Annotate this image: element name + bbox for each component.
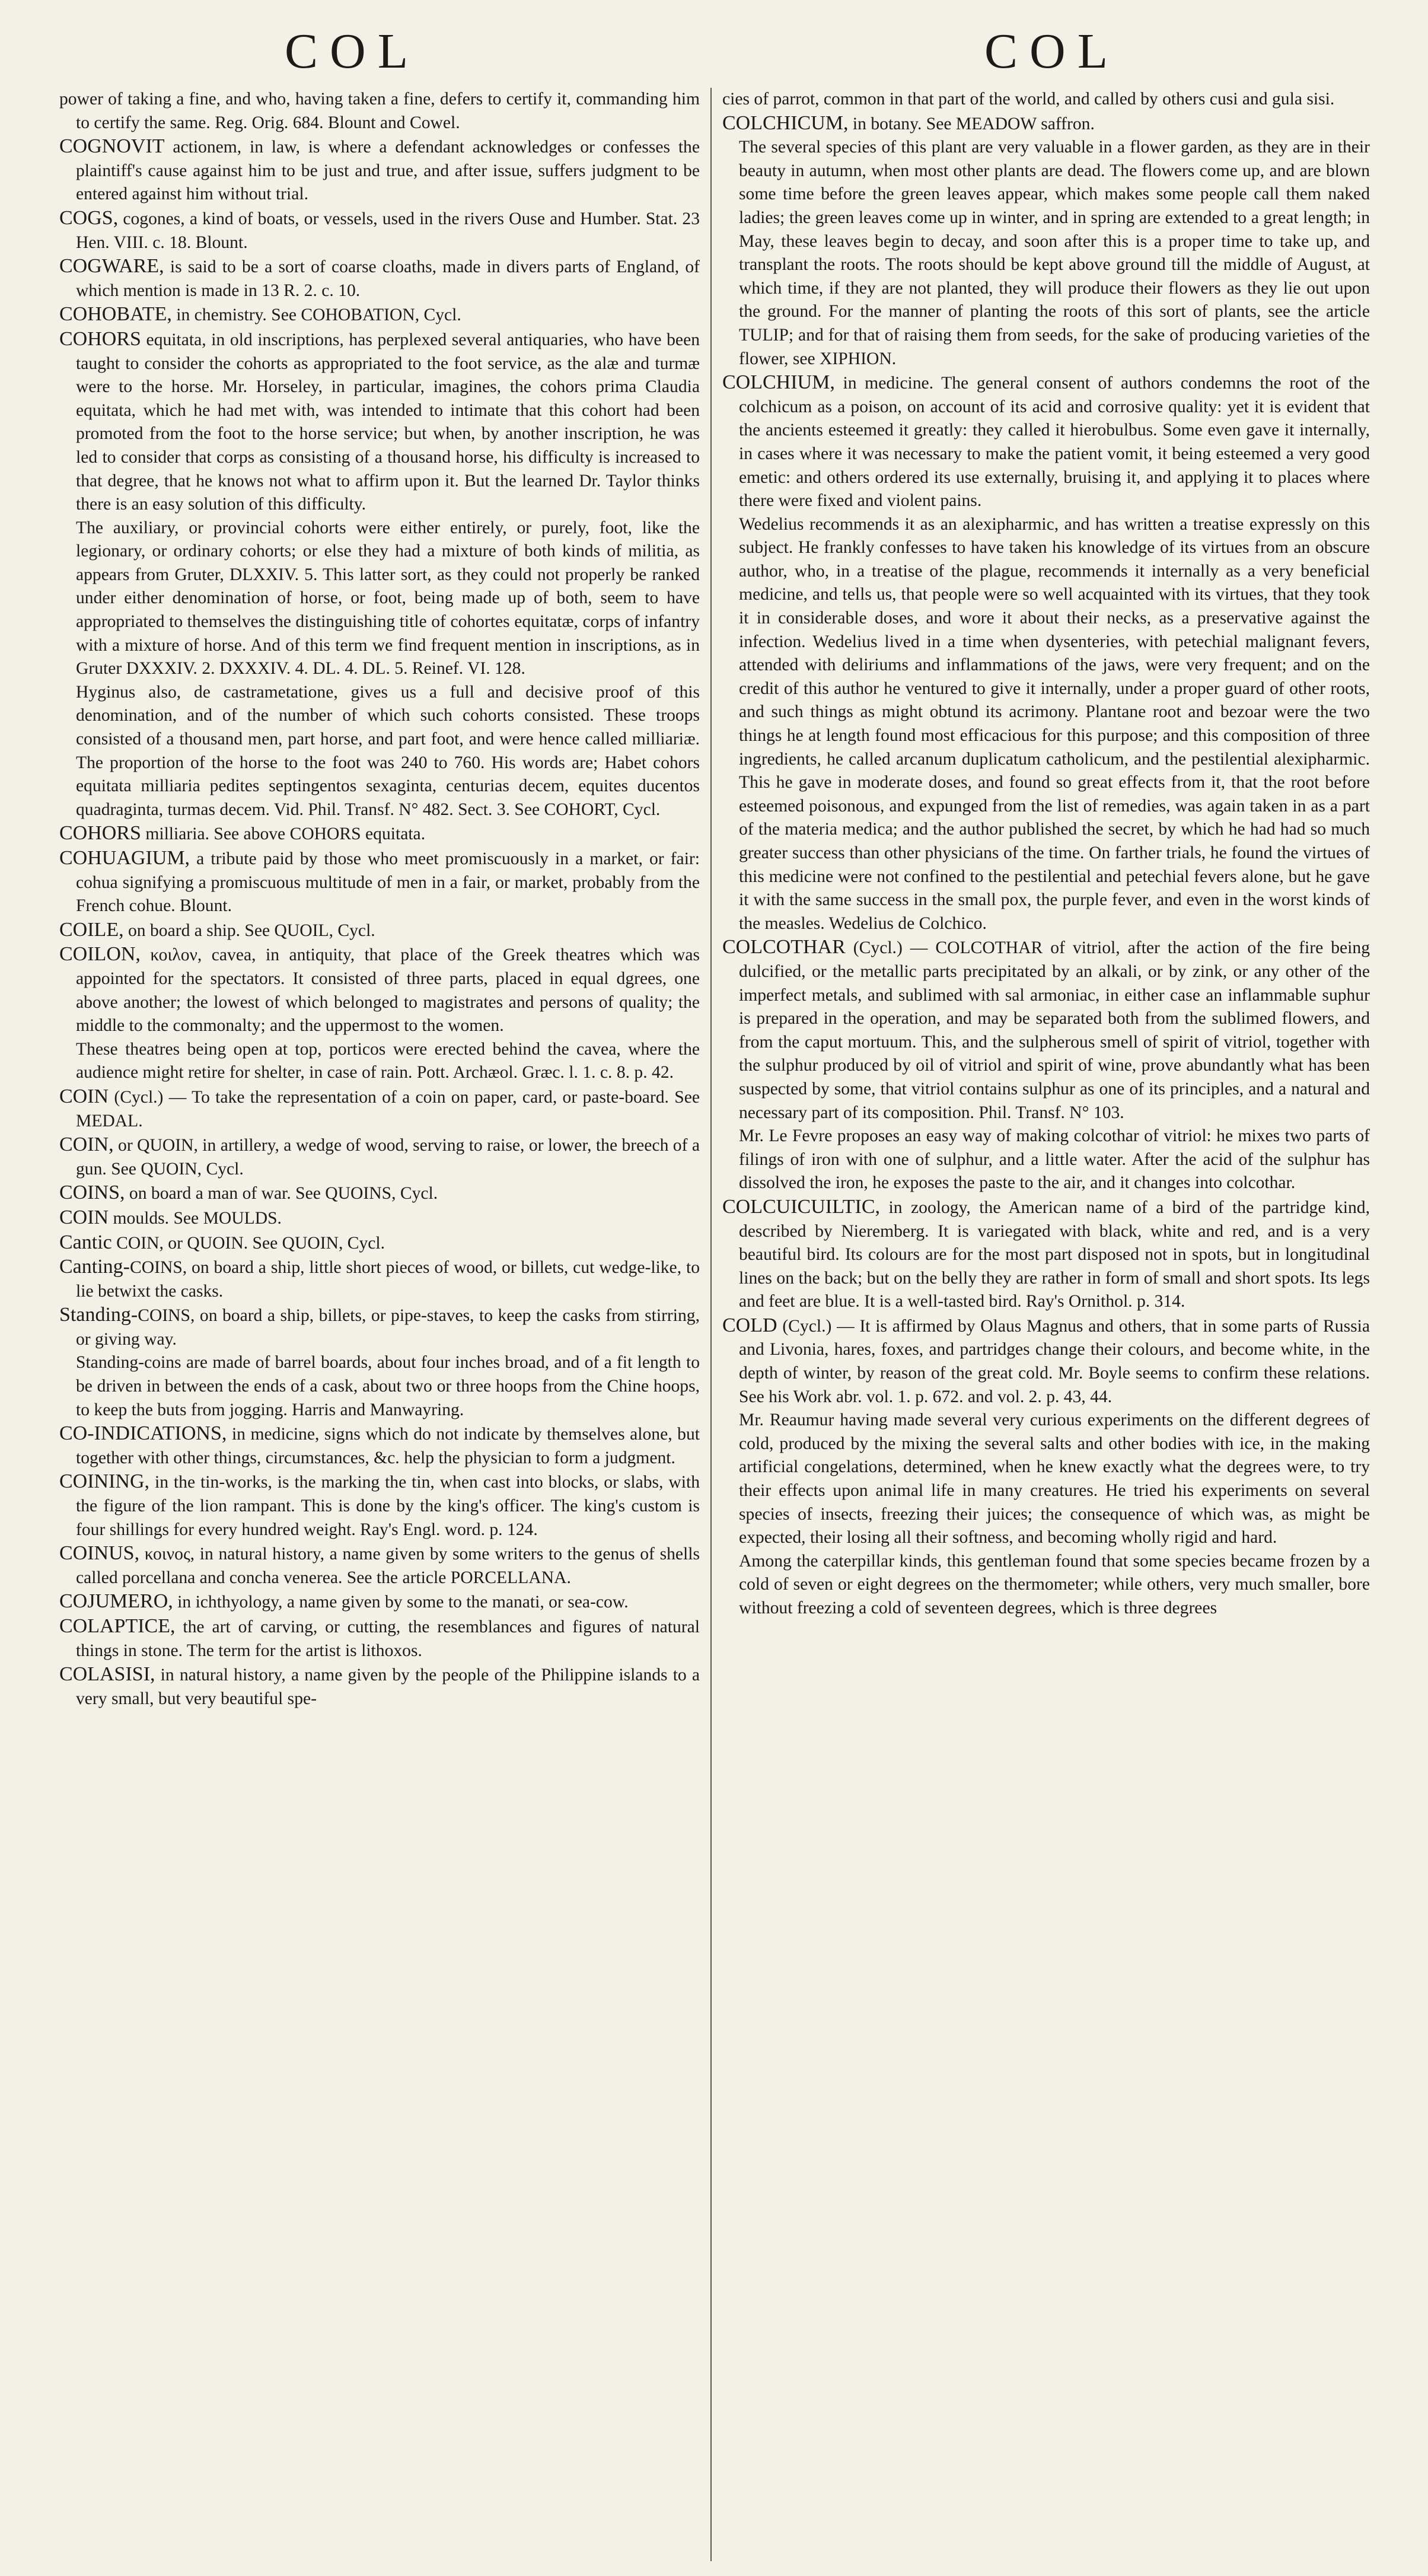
dictionary-entry <box>59 1422 700 1470</box>
dictionary-entry <box>59 1663 700 1711</box>
entry-text: moulds. See MOULDS. <box>109 1208 282 1228</box>
entry-headword: Canting- <box>59 1256 130 1278</box>
dictionary-entry <box>59 1206 700 1231</box>
dictionary-entry <box>59 254 700 303</box>
entry-paragraph <box>59 517 700 681</box>
dictionary-entry <box>722 371 1370 513</box>
entry-headword: COLCHICUM, <box>722 112 849 134</box>
entry-paragraph <box>722 1125 1370 1195</box>
entry-text: κοιλον, cavea, in antiquity, that place of the Greek theatres which was appointed for the spectators. It consisted of three parts, placed in equal dgrees, one above another; the lowest of which belonged to magistrates and persons of quality; the middle to the commonalty; and the uppermost to the women. <box>76 945 700 1036</box>
entry-paragraph <box>722 1409 1370 1550</box>
entry-text: The several species of this plant are very valuable in a flower garden, as they are in their beauty in autumn, when most other plants are dead. The flowers come up, and are blown some time before the green leaves appear, which makes some people call them naked ladies; the green leaves come up in winter, and in spring are extended to a great length; in May, these leaves begin to decay, and soon after this is a proper time to take up, and transplant the roots. The roots should be kept above ground till the middle of August, at which time, if they are not planted, they will produce their flowers as they lie out upon the ground. For the manner of planting the roots of this sort of plants, see the article TULIP; and for that of raising them from seeds, for the sake of producing varieties of the flower, see XIPHION. <box>739 138 1370 368</box>
column-divider <box>710 88 712 2561</box>
running-head-left: COL <box>285 24 420 79</box>
entry-text: Among the caterpillar kinds, this gentleman found that some species became frozen by a cold of seven or eight degrees on the thermometer; while others, very much smaller, bore without freezing a cold of seventeen degrees, which is three degrees <box>739 1551 1370 1617</box>
entry-headword: COIN <box>59 1206 109 1228</box>
dictionary-entry <box>722 112 1370 136</box>
entry-text: in chemistry. See COHOBATION, Cycl. <box>171 305 461 325</box>
dictionary-entry <box>59 1085 700 1133</box>
dictionary-entry <box>59 1133 700 1181</box>
dictionary-entry <box>59 1303 700 1351</box>
entry-paragraph <box>722 1550 1370 1620</box>
entry-text: Wedelius recommends it as an alexipharmic, and has written a treatise expressly on this subject. He frankly confesses to have taken his knowledge of its virtues from an obscure author, who, in a treatise of the plague, recommends it internally as a very beneficial medicine, and tells us, that people were so well acquainted with its virtues, that they took it in considerable doses, and wore it about their necks, as a preservative against the infection. Wedelius lived in a time when dysenteries, with petechial malignant fevers, attended with deliriums and inflammations of the jaws, were very frequent; and on the credit of this author he ventured to give it internally, under a proper guard of other roots, and such things as might obtund its acrimony. Plantane root and bezoar were the two things he at length found most efficacious for this purpose; and this composition of three ingredients, he called arcanum duplicatum catholicum, and the pestilential alexipharmic. This he gave in moderate doses, and found so great effects from it, that the root before esteemed poisonous, and expunged from the list of remedies, was again taken in as a part of the materia medica; and the author published the secret, by which he had had so much greater success than other physicians of the time. On farther trials, he found the virtues of this medicine were not confined to the pestilential and petechial fevers alone, but he gave it with the same success in the small pox, the purple fever, and even in the worst kinds of the measles. Wedelius de Colchico. <box>739 514 1370 933</box>
entry-headword: COINS, <box>59 1182 125 1204</box>
entry-text: cogones, a kind of boats, or vessels, used in the rivers Ouse and Humber. Stat. 23 Hen. VIII. c. 18. Blount. <box>76 209 700 252</box>
entry-headword: COILE, <box>59 918 124 941</box>
entry-headword: COHUAGIUM, <box>59 847 190 869</box>
dictionary-entry <box>59 1255 700 1303</box>
entry-headword: COHOBATE, <box>59 303 172 326</box>
entry-text: in zoology, the American name of a bird of the partridge kind, described by Nieremberg. It is variegated with black, white and red, and is a very beautiful bird. Its colours are for the most part disposed not in spots, but in longitudinal lines on the back; but on the belly they are rather in form of small and short spots. Its legs and feet are blue. It is a well-tasted bird. Ray's Ornithol. p. 314. <box>739 1198 1370 1311</box>
entry-text: COIN, or QUOIN. See QUOIN, Cycl. <box>111 1233 385 1253</box>
dictionary-entry <box>59 1181 700 1206</box>
dictionary-entry <box>59 1615 700 1663</box>
entry-text: Hyginus also, de castrametatione, gives us a full and decisive proof of this denomination, and of the number of which such cohorts consisted. These troops consisted of a thousand men, part horse, and part foot, and were hence called milliariæ. The proportion of the horse to the foot was 240 to 760. His words are; Habet cohors equitata milliaria pedites septingentos sexaginta, centurias decem, equites ducentos quadraginta, turmas decem. Vid. Phil. Transf. N° 482. Sect. 3. See COHORT, Cycl. <box>76 682 700 819</box>
entry-headword: COIN <box>59 1085 109 1107</box>
dictionary-entry <box>59 1231 700 1256</box>
entry-paragraph <box>59 681 700 822</box>
entry-text: or QUOIN, in artillery, a wedge of wood, serving to raise, or lower, the breech of a gun. See QUOIN, Cycl. <box>76 1136 700 1179</box>
running-head-right: COL <box>984 24 1120 79</box>
dictionary-entry <box>59 135 700 206</box>
entry-text: actionem, in law, is where a defendant acknowledges or confesses the plaintiff's cause against him to be just and true, and after issue, suffers judgment to be entered against him without trial. <box>76 138 700 204</box>
entry-headword: COINING, <box>59 1470 150 1493</box>
dictionary-entry <box>59 1590 700 1615</box>
entry-paragraph <box>722 136 1370 371</box>
entry-text: cies of parrot, common in that part of the world, and called by others cusi and gula sisi. <box>722 90 1335 109</box>
dictionary-entry <box>59 327 700 517</box>
entry-headword: COLAPTICE, <box>59 1615 176 1637</box>
entry-headword: COHORS <box>59 327 141 350</box>
entry-headword: COLASISI, <box>59 1663 155 1686</box>
entry-headword: COIN, <box>59 1133 114 1156</box>
entry-paragraph <box>722 513 1370 936</box>
entry-text: on board a man of war. See QUOINS, Cycl. <box>125 1184 438 1203</box>
entry-text: in the tin-works, is the marking the tin, when cast into blocks, or slabs, with the figure of the lion rampant. This is done by the king's officer. The king's custom is four shillings for every hundred weight. Ray's Engl. word. p. 124. <box>76 1473 700 1539</box>
dictionary-entry <box>59 846 700 918</box>
dictionary-entry <box>722 88 1370 112</box>
entry-headword: COLD <box>722 1314 777 1336</box>
entry-text: the art of carving, or cutting, the resemblances and figures of natural things in stone. The term for the artist is lithoxos. <box>76 1617 700 1660</box>
dictionary-entry <box>59 1542 700 1590</box>
entry-text: (Cycl.) — COLCOTHAR of vitriol, after the action of the fire being dulcified, or the metallic parts precipitated by an alkali, or by zink, or any other of the imperfect metals, and sublimed with sal armoniac, in either case an inflammable suphur is prepared in the operation, and may be separated both from the sublimed flowers, and from the caput mortuum. This, and the sulpherous smell of spirit of vitriol, together with the sulphur produced by oil of vitriol and spirit of wine, prove abundantly what has been suspected by some, that vitriol contains sulphur as one of its principles, and a natural and necessary part of its composition. Phil. Transf. N° 103. <box>739 938 1370 1122</box>
entry-text: in medicine. The general consent of authors condemns the root of the colchicum as a poison, on account of its acid and corrosive quality: yet it is evident that the ancients esteemed it greatly: they called it hierobulbus. Some even gave it internally, in cases where it was necessary to make the patient vomit, it being esteemed a very good emetic: and others ordered its use externally, bruising it, and applying it to places where there were fixed and violent pains. <box>739 374 1370 511</box>
dictionary-entry <box>59 918 700 943</box>
entry-text: The auxiliary, or provincial cohorts were either entirely, or purely, foot, like the legionary, or ordinary cohorts; or else they had a mixture of both kinds of militia, as appears from Gruter, DLXXIV. 5. This latter sort, as they could not properly be ranked under either denomination of horse, or foot, being made up of both, seem to have appropriated to themselves the distinguishing title of cohortes equitatæ, corps of infantry with a mixture of horse. And of this term we find frequent mention in inscriptions, as in Gruter DXXXIV. 2. DXXXIV. 4. DL. 4. DL. 5. Reinef. VI. 128. <box>76 518 700 679</box>
dictionary-entry <box>59 303 700 327</box>
entry-headword: COGNOVIT <box>59 135 165 158</box>
entry-headword: Standing- <box>59 1304 138 1326</box>
dictionary-entry <box>59 821 700 846</box>
dictionary-entry <box>722 1195 1370 1314</box>
entry-headword: CO-INDICATIONS, <box>59 1422 227 1445</box>
entry-text: Mr. Reaumur having made several very curious experiments on the different degrees of cold, produced by the mixing the several salts and other bodies with ice, in the making artificial congelations, determined, when he knew exactly what the degrees were, to try their effects upon animal life in many creatures. He tried his experiments on several species of insects, freezing their juices; the consequence of which was, as might be expected, their losing all their softness, and becoming wholly rigid and hard. <box>739 1410 1370 1547</box>
entry-text: is said to be a sort of coarse cloaths, made in divers parts of England, of which mention is made in 13 R. 2. c. 10. <box>76 257 700 300</box>
entry-text: Standing-coins are made of barrel boards, about four inches broad, and of a fit length to be driven in between the ends of a cask, about two or three hoops from the Chine hoops, to keep the buts from jogging. Harris and Manwayring. <box>76 1353 700 1419</box>
page-header <box>0 23 1428 79</box>
entry-text: in ichthyology, a name given by some to the manati, or sea-cow. <box>173 1593 629 1612</box>
entry-headword: COGS, <box>59 206 119 229</box>
left-column <box>59 88 700 1711</box>
entry-text: COINS, on board a ship, billets, or pipe-staves, to keep the casks from stirring, or giving way. <box>76 1306 700 1349</box>
entry-text: κοινος, in natural history, a name given by some writers to the genus of shells called porcellana and concha venerea. See the article PORCELLANA. <box>76 1545 700 1587</box>
entry-headword: Cantic <box>59 1231 112 1253</box>
entry-text: Mr. Le Fevre proposes an easy way of making colcothar of vitriol: he mixes two parts of filings of iron with one of sulphur, and a little water. After the acid of the sulphur has dissolved the iron, he exposes the paste to the air, and it changes into colcothar. <box>739 1126 1370 1193</box>
entry-text: equitata, in old inscriptions, has perplexed several antiquaries, who have been taught to consider the cohorts as appropriated to the foot service, as the alæ and turmæ were to the horse. Mr. Horseley, in particular, imagines, the cohors prima Claudia equitata, which he had met with, was intended to intimate that this cohort had been promoted from the foot to the horse service; but when, by another inscription, he was led to consider that corps as consisting of a thousand horse, his difficulty is increased to that degree, that he knows not what to affirm upon it. But the learned Dr. Taylor thinks there is an easy solution of this difficulty. <box>76 330 700 514</box>
dictionary-entry <box>722 1314 1370 1409</box>
entry-text: a tribute paid by those who meet promiscuously in a market, or fair: cohua signifying a promiscuous multitude of men in a fair, or market, probably from the French cohue. Blount. <box>76 849 700 916</box>
dictionary-entry <box>722 935 1370 1125</box>
entry-text: on board a ship. See QUOIL, Cycl. <box>123 921 375 940</box>
entry-headword: COJUMERO, <box>59 1590 173 1613</box>
entry-paragraph <box>59 1351 700 1422</box>
entry-headword: COLCUICUILTIC, <box>722 1195 881 1218</box>
entry-text: in botany. See MEADOW saffron. <box>848 114 1095 133</box>
entry-headword: COHORS <box>59 822 141 845</box>
entry-headword: COILON, <box>59 943 141 966</box>
dictionary-entry <box>59 88 700 135</box>
dictionary-entry <box>59 942 700 1037</box>
entry-text: COINS, on board a ship, little short pieces of wood, or billets, cut wedge-like, to lie betwixt the casks. <box>76 1258 700 1301</box>
entry-text: (Cycl.) — It is affirmed by Olaus Magnus and others, that in some parts of Russia and Livonia, hares, foxes, and partridges change their colours, and become white, in the depth of winter, by reason of the great cold. Mr. Boyle seems to confirm these relations. See his Work abr. vol. 1. p. 672. and vol. 2. p. 43, 44. <box>739 1316 1370 1406</box>
entry-text: milliaria. See above COHORS equitata. <box>141 824 426 844</box>
entry-text: in medicine, signs which do not indicate by themselves alone, but together with other things, circumstances, &c. help the physician to form a judgment. <box>76 1425 700 1467</box>
entry-headword: COLCHIUM, <box>722 371 835 394</box>
entry-text: power of taking a fine, and who, having taken a fine, defers to certify it, commanding him to certify the same. Reg. Orig. 684. Blount and Cowel. <box>59 90 700 132</box>
entry-headword: COLCOTHAR <box>722 936 846 959</box>
right-column <box>722 88 1370 1620</box>
dictionary-entry <box>59 206 700 254</box>
entry-headword: COINUS, <box>59 1542 140 1565</box>
entry-headword: COGWARE, <box>59 255 164 278</box>
entry-paragraph <box>59 1038 700 1085</box>
entry-text: in natural history, a name given by the people of the Philippine islands to a very small, but very beautiful spe- <box>76 1666 700 1708</box>
dictionary-entry <box>59 1470 700 1542</box>
entry-text: (Cycl.) — To take the representation of a coin on paper, card, or paste-board. See MEDAL. <box>76 1087 700 1131</box>
entry-text: These theatres being open at top, porticos were erected behind the cavea, where the audience might retire for shelter, in case of rain. Pott. Archæol. Græc. l. 1. c. 8. p. 42. <box>76 1039 700 1082</box>
